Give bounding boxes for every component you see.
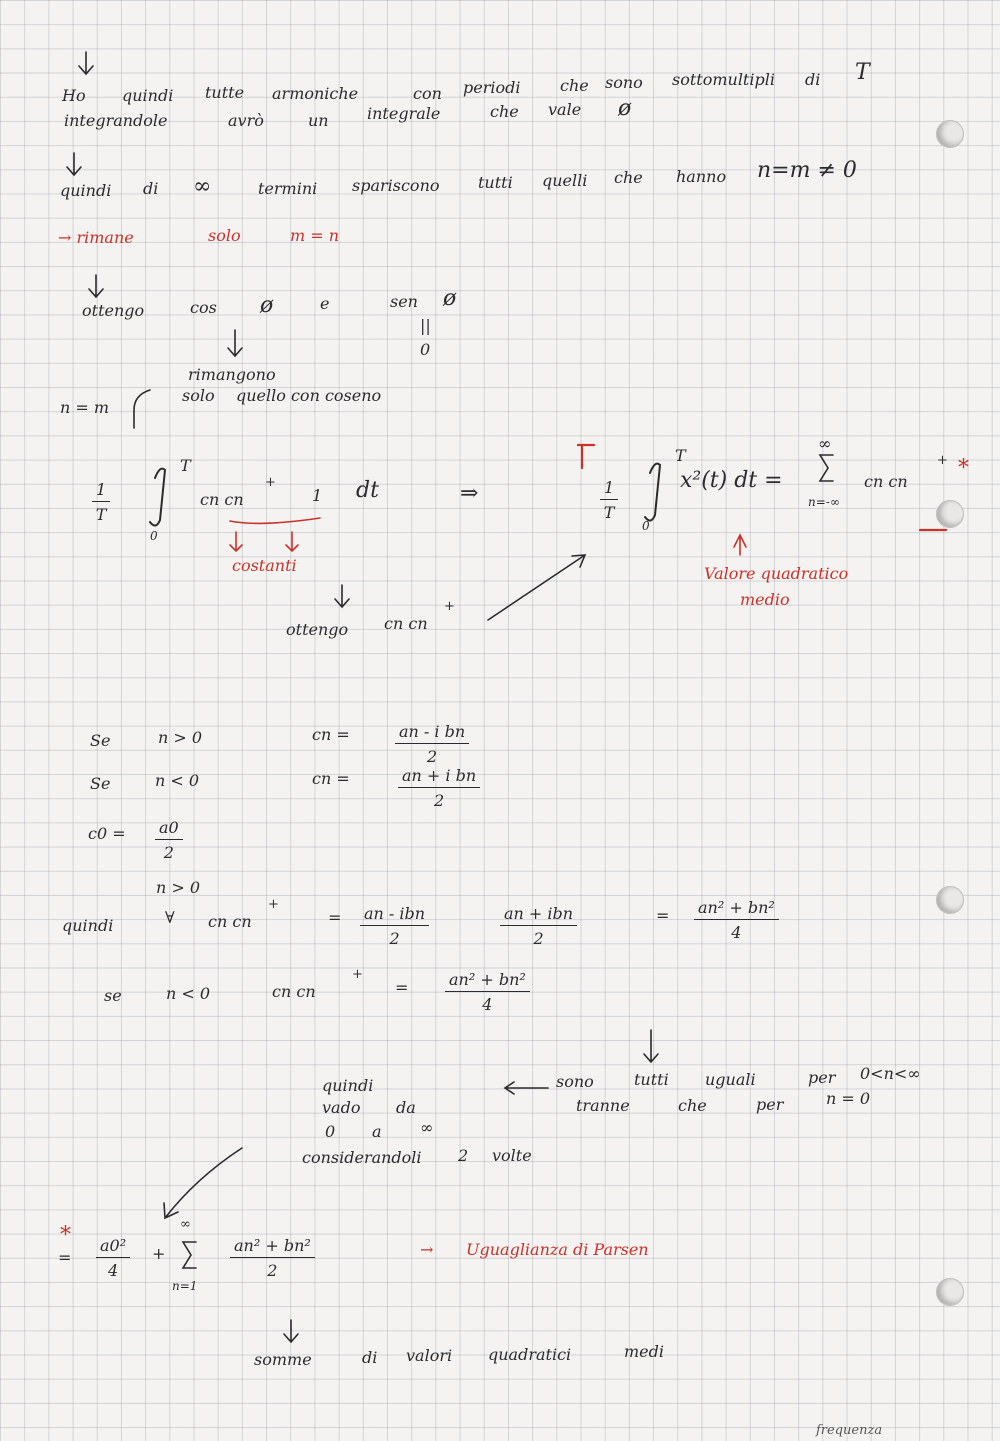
sum-bottom: n=-∞ [808, 495, 840, 509]
note-word: Se [90, 731, 111, 750]
note-word: somme [254, 1350, 312, 1369]
red-arrow: → [420, 1240, 434, 1259]
note-word: Ho [62, 86, 86, 105]
dagger: + [265, 475, 276, 490]
note-word: sen [390, 292, 418, 311]
equals: = [395, 978, 409, 997]
note-word: di [805, 70, 821, 89]
note-word: con [413, 84, 442, 103]
dagger: + [268, 897, 279, 912]
note-word: integrandole [64, 111, 168, 130]
note-word: spariscono [352, 176, 440, 195]
note-word: valori [406, 1346, 453, 1365]
note-word: uguali [705, 1070, 756, 1089]
product-lhs: cn cn [272, 982, 316, 1001]
note-word: quadratici [488, 1345, 572, 1364]
cn-label: cn = [312, 725, 350, 744]
note-word: che [678, 1096, 707, 1115]
note-word: medi [624, 1342, 664, 1361]
note-word: per [808, 1068, 836, 1087]
equals: = [58, 1248, 72, 1267]
integral-lower: 0 [642, 519, 650, 533]
note-word: periodi [463, 78, 521, 97]
plus: + [152, 1244, 166, 1263]
note-word: di [143, 179, 159, 198]
note-word: tutti [634, 1070, 669, 1089]
note-word: ø [618, 96, 632, 121]
note-word: ø [443, 286, 457, 311]
footer-word: frequenza [816, 1423, 883, 1438]
note-word: che [560, 76, 589, 95]
note-word: che [614, 168, 643, 187]
medio-label: medio [740, 590, 790, 609]
note-word: 0<n<∞ [860, 1064, 921, 1083]
note-word: e [320, 294, 330, 313]
equals: = [656, 906, 670, 925]
note-word: quello con coseno [236, 386, 382, 405]
note-word: quindi [122, 86, 174, 105]
note-word: 0 [325, 1122, 336, 1141]
note-word: di [362, 1348, 378, 1367]
note-word: 0 [420, 340, 431, 359]
note-word: solo [182, 386, 215, 405]
note-word: tutti [478, 173, 513, 192]
note-word: solo [208, 226, 241, 245]
a0-squared-fraction: $\frac{\text{a0²}}{4}$ [96, 1236, 130, 1280]
note-word: tranne [576, 1096, 630, 1115]
note-word: vale [548, 100, 582, 119]
sum-top: ∞ [180, 1217, 191, 1232]
condition: n < 0 [155, 771, 200, 790]
cn-label: cn = [312, 769, 350, 788]
note-word: cos [190, 298, 217, 317]
note-word: ∞ [193, 174, 212, 199]
parseval-label: Uguaglianza di Parsen [466, 1240, 649, 1259]
parseval-term-fraction: $\frac{\text{an² + bn²}}{2}$ [230, 1236, 315, 1280]
integrand-dt: dt [356, 478, 379, 503]
integral-lower: 0 [150, 529, 158, 543]
note-word: considerandoli [302, 1148, 422, 1167]
ottengo-word: ottengo [286, 620, 349, 639]
note-word: a [372, 1122, 382, 1141]
note-word: n=m ≠ 0 [757, 158, 857, 183]
note-word: da [396, 1098, 416, 1117]
note-word: Se [90, 774, 111, 793]
factor-result: $\frac{\text{an² + bn²}}{4}$ [694, 898, 779, 942]
note-word: per [756, 1095, 784, 1114]
integrand-one: 1 [312, 486, 323, 505]
note-word: ottengo [82, 301, 145, 320]
note-word: sottomultipli [672, 70, 775, 89]
sum-term: cn cn [864, 472, 908, 491]
integral-upper: T [675, 446, 686, 465]
factor-1: an - ibn 2 [360, 904, 429, 948]
note-word: hanno [676, 167, 727, 186]
condition: n < 0 [166, 984, 211, 1003]
dagger: + [352, 967, 363, 982]
note-word: 2 [458, 1146, 469, 1165]
note-word: n = 0 [826, 1089, 871, 1108]
note-word: se [104, 986, 122, 1005]
note-word: quindi [60, 181, 112, 200]
fraction-1-over-t: $\frac{1}{T}$ [600, 478, 618, 522]
note-word: ∞ [420, 1118, 434, 1137]
valore-quadratico-label: Valore quadratico [704, 564, 849, 583]
fraction-1-over-t: $\frac{1}{T}$ [92, 480, 110, 524]
note-word: vado [322, 1098, 361, 1117]
forall: ∀ [165, 908, 175, 927]
condition: n > 0 [158, 728, 203, 747]
equals: = [328, 908, 342, 927]
note-word: ø [260, 293, 274, 318]
note-word: termini [258, 179, 318, 198]
note-word: n = m [60, 398, 110, 417]
note-word: un [308, 111, 329, 130]
c0-label: c0 = [88, 824, 126, 843]
dagger: + [937, 453, 948, 468]
binder-hole [936, 500, 964, 528]
cn-fraction-negative: $\frac{\text{an + i bn}}{2}$ [398, 766, 480, 810]
costanti-label: costanti [232, 556, 297, 575]
note-word: volte [492, 1146, 532, 1165]
note-word: T [855, 60, 870, 85]
note-word: → rimane [58, 228, 134, 247]
factor-result: $\frac{\text{an² + bn²}}{4}$ [445, 970, 530, 1014]
note-word: quindi [62, 916, 114, 935]
integrand-x2: x²(t) dt = [680, 468, 783, 493]
note-word: integrale [367, 104, 441, 123]
star-mark: * [958, 456, 969, 481]
note-word: quindi [322, 1076, 374, 1095]
sum-top: ∞ [818, 434, 832, 453]
dagger: + [444, 599, 455, 614]
implies-arrow: ⇒ [460, 481, 479, 506]
binder-hole [936, 1278, 964, 1306]
star-mark: * [60, 1223, 71, 1248]
note-word: sono [605, 73, 643, 92]
note-word: avrò [228, 111, 264, 130]
note-word: || [420, 316, 431, 335]
product-lhs: cn cn [208, 912, 252, 931]
note-word: armoniche [272, 84, 359, 103]
note-word: m = n [290, 226, 340, 245]
binder-hole [936, 886, 964, 914]
factor-2: an + ibn 2 [500, 904, 577, 948]
integral-upper: T [180, 456, 191, 475]
note-word: sono [556, 1072, 594, 1091]
binder-hole [936, 120, 964, 148]
c0-fraction: $\frac{a0}{2}$ [155, 818, 183, 862]
ottengo-expr: cn cn [384, 614, 428, 633]
note-word: che [490, 102, 519, 121]
condition: n > 0 [156, 878, 201, 897]
note-word: quelli [542, 171, 588, 190]
cn-fraction-positive: $\frac{\text{an - i bn}}{2}$ [395, 722, 469, 766]
integrand: cn cn [200, 490, 244, 509]
note-word: rimangono [188, 365, 276, 384]
sum-bottom: n=1 [172, 1279, 198, 1293]
note-word: tutte [205, 83, 245, 102]
